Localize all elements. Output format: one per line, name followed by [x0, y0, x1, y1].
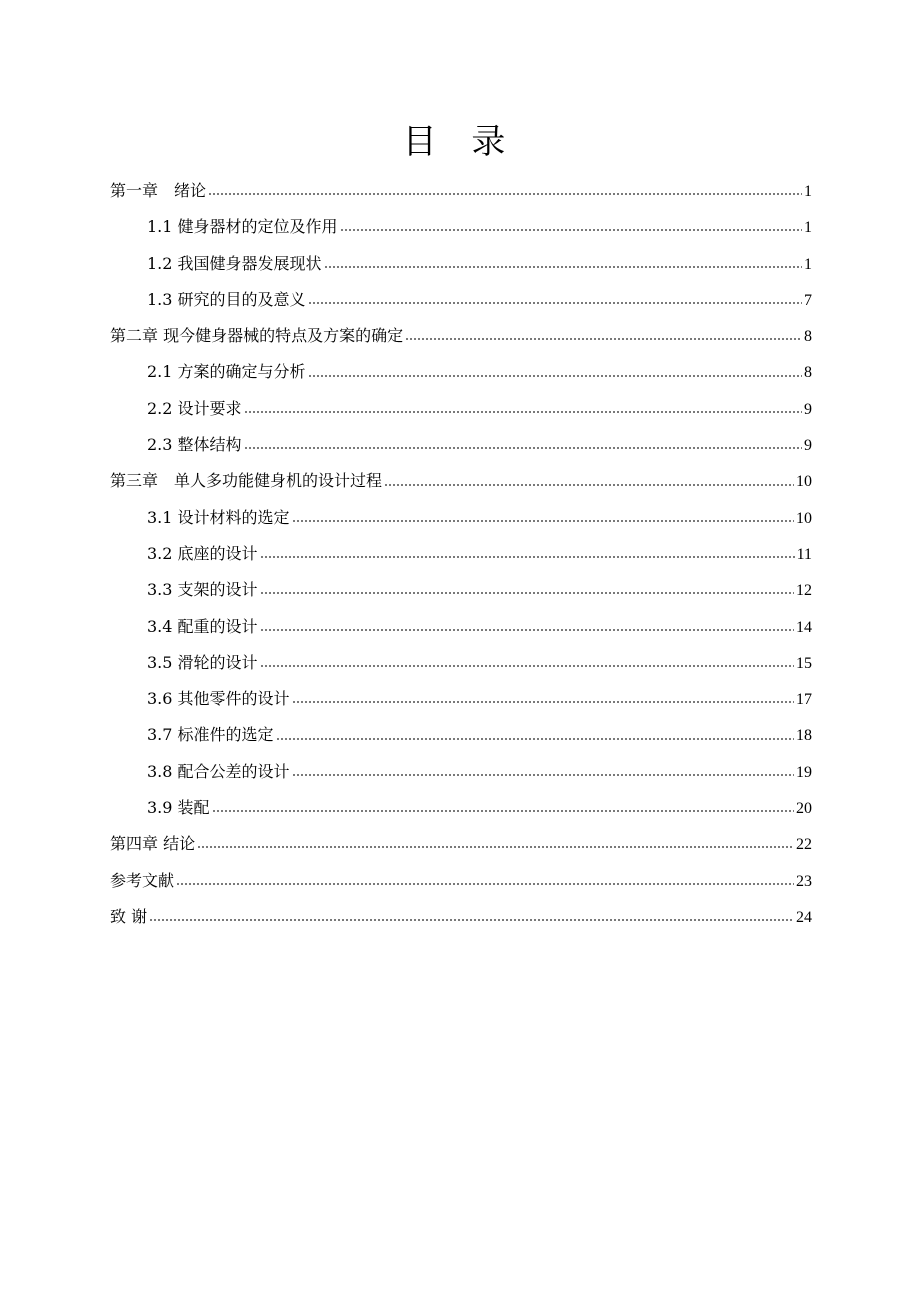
toc-section-entry[interactable] [110, 645, 812, 681]
dot-leader [292, 774, 794, 776]
dot-leader [384, 484, 794, 486]
toc-entry-label: 1.3 研究的目的及意义 [147, 289, 306, 309]
toc-entry-page-number: 18 [796, 727, 812, 745]
dot-leader [149, 919, 794, 921]
toc-entry-page-number: 23 [796, 872, 812, 890]
toc-entry-label: 3.7 标准件的选定 [147, 725, 274, 745]
toc-entry-label: 3.1 设计材料的选定 [147, 507, 290, 527]
toc-entry-page-number: 8 [804, 328, 812, 346]
toc-entry-page-number: 8 [804, 364, 812, 382]
toc-chapter-entry[interactable] [110, 318, 812, 354]
dot-leader [340, 229, 802, 231]
table-of-contents [110, 173, 812, 935]
toc-entry-page-number: 7 [804, 291, 812, 309]
toc-chapter-entry[interactable] [110, 173, 812, 209]
toc-section-entry[interactable] [110, 536, 812, 572]
dot-leader [244, 411, 802, 413]
dot-leader [260, 629, 794, 631]
toc-entry-page-number: 11 [796, 545, 812, 563]
toc-section-entry[interactable] [110, 500, 812, 536]
toc-entry-page-number: 1 [804, 255, 812, 273]
toc-entry-page-number: 17 [796, 691, 812, 709]
toc-entry-label: 第四章 结论 [110, 834, 196, 854]
toc-title: 目 录 [402, 122, 518, 162]
dot-leader [260, 556, 795, 558]
toc-entry-page-number: 14 [796, 618, 812, 636]
toc-section-entry[interactable] [110, 246, 812, 282]
dot-leader [405, 338, 802, 340]
toc-entry-page-number: 22 [796, 836, 812, 854]
toc-entry-label: 2.3 整体结构 [147, 435, 242, 455]
toc-entry-page-number: 12 [796, 582, 812, 600]
toc-section-entry[interactable] [110, 681, 812, 717]
toc-entry-page-number: 10 [796, 473, 812, 491]
toc-entry-label: 3.3 支架的设计 [147, 580, 258, 600]
toc-section-entry[interactable] [110, 209, 812, 245]
dot-leader [197, 846, 794, 848]
toc-entry-page-number: 24 [796, 908, 812, 926]
dot-leader [292, 520, 794, 522]
toc-entry-label: 第三章 单人多功能健身机的设计过程 [110, 471, 383, 491]
toc-entry-label: 2.1 方案的确定与分析 [147, 362, 306, 382]
dot-leader [276, 738, 794, 740]
dot-leader [308, 302, 802, 304]
toc-entry-page-number: 9 [804, 437, 812, 455]
dot-leader [292, 701, 794, 703]
toc-chapter-entry[interactable] [110, 863, 812, 899]
toc-entry-page-number: 20 [796, 800, 812, 818]
toc-entry-page-number: 9 [804, 400, 812, 418]
toc-entry-label: 致 谢 [110, 906, 148, 926]
toc-entry-page-number: 19 [796, 763, 812, 781]
toc-chapter-entry[interactable] [110, 463, 812, 499]
toc-entry-label: 3.5 滑轮的设计 [147, 652, 258, 672]
toc-entry-label: 1.1 健身器材的定位及作用 [147, 217, 338, 237]
dot-leader [212, 810, 794, 812]
dot-leader [308, 375, 802, 377]
toc-section-entry[interactable] [110, 354, 812, 390]
dot-leader [176, 883, 794, 885]
toc-entry-label: 3.6 其他零件的设计 [147, 689, 290, 709]
dot-leader [208, 193, 802, 195]
toc-entry-label: 3.2 底座的设计 [147, 543, 258, 563]
toc-entry-label: 1.2 我国健身器发展现状 [147, 253, 322, 273]
toc-section-entry[interactable] [110, 754, 812, 790]
toc-entry-label: 3.9 装配 [147, 798, 210, 818]
toc-entry-page-number: 1 [804, 219, 812, 237]
dot-leader [324, 266, 802, 268]
dot-leader [244, 447, 802, 449]
toc-entry-label: 3.8 配合公差的设计 [147, 761, 290, 781]
dot-leader [260, 592, 794, 594]
toc-section-entry[interactable] [110, 427, 812, 463]
toc-entry-page-number: 10 [796, 509, 812, 527]
toc-entry-label: 第一章 绪论 [110, 181, 207, 200]
toc-section-entry[interactable] [110, 609, 812, 645]
toc-section-entry[interactable] [110, 717, 812, 753]
toc-chapter-entry[interactable] [110, 899, 812, 935]
toc-entry-label: 3.4 配重的设计 [147, 616, 258, 636]
toc-entry-page-number: 15 [796, 654, 812, 672]
toc-section-entry[interactable] [110, 282, 812, 318]
toc-section-entry[interactable] [110, 572, 812, 608]
toc-section-entry[interactable] [110, 790, 812, 826]
dot-leader [260, 665, 794, 667]
toc-entry-page-number: 1 [804, 183, 812, 200]
toc-entry-label: 第二章 现今健身器械的特点及方案的确定 [110, 326, 404, 346]
toc-entry-label: 2.2 设计要求 [147, 398, 242, 418]
toc-chapter-entry[interactable] [110, 826, 812, 862]
toc-section-entry[interactable] [110, 391, 812, 427]
toc-entry-label: 参考文献 [110, 870, 175, 890]
